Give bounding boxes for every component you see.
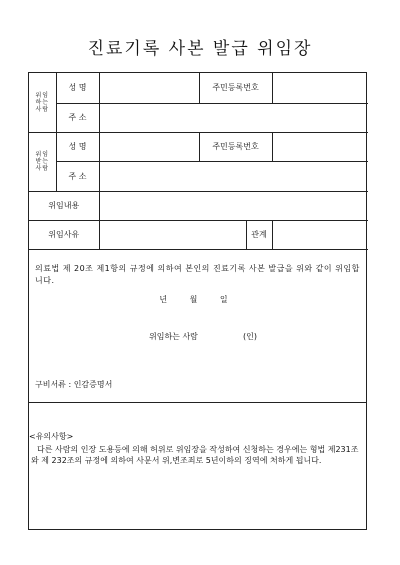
relationship-label: 관계: [246, 220, 272, 249]
delegator-address-label: 주 소: [56, 103, 99, 132]
relationship-field[interactable]: [272, 220, 368, 249]
notice-title: <유의사항>: [29, 432, 74, 441]
required-documents: 구비서류 : 인감증명서: [35, 380, 113, 389]
delegator-section-label: 위임 하는 사람: [29, 73, 56, 132]
page-title: 진료기록 사본 발급 위임장: [87, 39, 313, 59]
delegate-name-field[interactable]: [99, 132, 199, 161]
declaration-text: 의료법 제 20조 제1항의 규정에 의하여 본인의 진료기록 사본 발급을 위와 같이 위임합니다.: [35, 264, 360, 285]
form-grid: [29, 73, 368, 250]
signature-label: 위임하는 사람: [149, 332, 198, 341]
delegation-reason-label: 위임사유: [29, 220, 99, 249]
delegation-reason-field[interactable]: [99, 220, 246, 249]
delegate-address-label: 주 소: [56, 161, 99, 191]
delegate-rrn-label: 주민등록번호: [199, 132, 272, 161]
delegate-address-field[interactable]: [99, 161, 368, 191]
delegate-name-label: 성 명: [56, 132, 99, 161]
delegator-address-field[interactable]: [99, 103, 368, 132]
delegator-name-field[interactable]: [99, 73, 199, 103]
section-divider: [29, 402, 366, 403]
delegate-section-label: 위임 받는 사람: [29, 132, 56, 191]
delegator-rrn-field[interactable]: [272, 73, 368, 103]
seal-mark: (인): [243, 332, 257, 341]
notice-text: 다른 사람의 인장 도용등에 의해 허위로 위임장을 작성하여 신청하는 경우에는 형법 제231조와 제 232조의 규정에 의하여 사문서 위,변조죄로 5년이하의 징역에 처하게 됩니다.: [31, 445, 359, 465]
date-line: 년 월 일: [159, 295, 238, 304]
delegate-rrn-field[interactable]: [272, 132, 368, 161]
form-table: [28, 72, 367, 530]
delegator-name-label: 성 명: [56, 73, 99, 103]
delegation-content-label: 위임내용: [29, 191, 99, 220]
delegator-rrn-label: 주민등록번호: [199, 73, 272, 103]
delegation-content-field[interactable]: [99, 191, 368, 220]
